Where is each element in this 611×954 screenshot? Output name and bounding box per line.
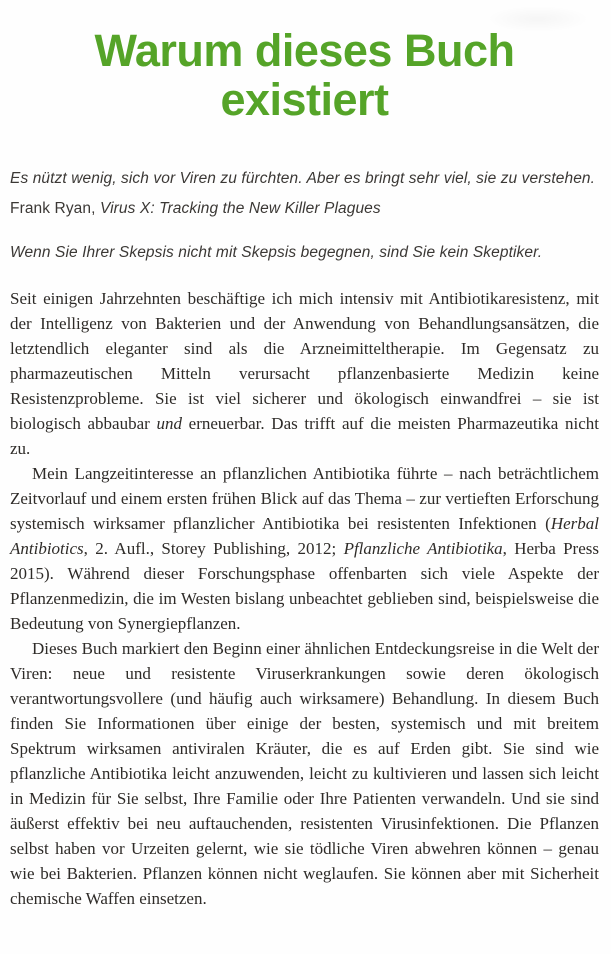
epigraph-quote-1: Es nützt wenig, sich vor Viren zu fürchten. Aber es bringt sehr viel, sie zu verstehen. xyxy=(10,170,596,187)
paragraph-1 xyxy=(10,286,599,461)
paragraph-2 xyxy=(10,461,599,636)
text-run: erneuerbar. Das trifft auf die meisten Pharmazeutika nicht zu. xyxy=(10,414,599,458)
epigraph-author: Frank Ryan, xyxy=(10,200,100,217)
chapter-body xyxy=(10,286,599,911)
text-run: Seit einigen Jahrzehnten beschäftige ich mich intensiv mit Antibiotikaresistenz, mit der Intelligenz von Bakterien und der Anwendung von Behandlungsansätzen, die letztendlich eleganter sind als die Arzneimitteltherapie. Im Gegensatz zu pharmazeutischen Mitteln verursacht pflanzenbasierte Medizin keine Resistenzprobleme. Sie ist viel sicherer und ökologisch einwandfrei – sie ist biologisch abbaubar xyxy=(10,289,599,433)
chapter-title-line-2: existiert xyxy=(220,74,389,125)
text-run: , 2. Aufl., Storey Publishing, 2012; xyxy=(83,539,344,558)
text-run: Mein Langzeitinteresse an pflanzlichen Antibiotika führte – nach beträchtlichem Zeitvorlauf und einem ersten frühen Blick auf das Thema – zur vertieften Erforschung systemisch wirksamer pflanzlicher Antibiotika bei resistenten Infektionen ( xyxy=(10,464,599,533)
chapter-title xyxy=(10,26,599,124)
text-run: Dieses Buch markiert den Beginn einer ähnlichen Entdeckungsreise in die Welt der Viren: neue und resistente Viruserkrankungen sowie deren ökologisch verantwortungsvollere (und häufig auch wirksamere) Behandlung. In diesem Buch finden Sie Informationen über einige der besten, systemisch und mit breitem Spektrum wirksamen antiviralen Kräuter, die es auf Erden gibt. Sie sind wie pflanzliche Antibiotika leicht anzuwenden, leicht zu kultivieren und lassen sich leicht in Medizin für Sie selbst, Ihre Familie oder Ihre Patienten verwandeln. Und sie sind äußerst effektiv bei neu auftauchenden, resistenten Virusinfektionen. Die Pflanzen selbst haben vor Urzeiten gelernt, wie sie tödliche Viren abwehren können – genau wie bei Bakterien. Pflanzen können nicht weglaufen. Sie können aber mit Sicherheit chemische Waffen einsetzen. xyxy=(10,639,599,908)
epigraph xyxy=(10,164,599,268)
text-run-italic-book-title: Pflanzliche Antibiotika xyxy=(343,539,503,558)
epigraph-work-title: Virus X: Tracking the New Killer Plagues xyxy=(99,200,381,217)
text-run-italic-book-title: Herbal Antibiotics xyxy=(10,514,599,558)
chapter-title-line-1: Warum dieses Buch xyxy=(94,25,515,76)
text-run-italic: und xyxy=(156,414,182,433)
paragraph-3 xyxy=(10,636,599,911)
epigraph-quote-2: Wenn Sie Ihrer Skepsis nicht mit Skepsis begegnen, sind Sie kein Skeptiker. xyxy=(10,244,543,261)
text-run: , Herba Press 2015). Während dieser Forschungsphase offenbarten sich viele Aspekte der Pflanzenmedizin, die im Westen bislang unbeachtet geblieben sind, beispielsweise die Bedeutung von Synergiepflanzen. xyxy=(10,539,599,633)
epigraph-attribution xyxy=(10,194,599,224)
